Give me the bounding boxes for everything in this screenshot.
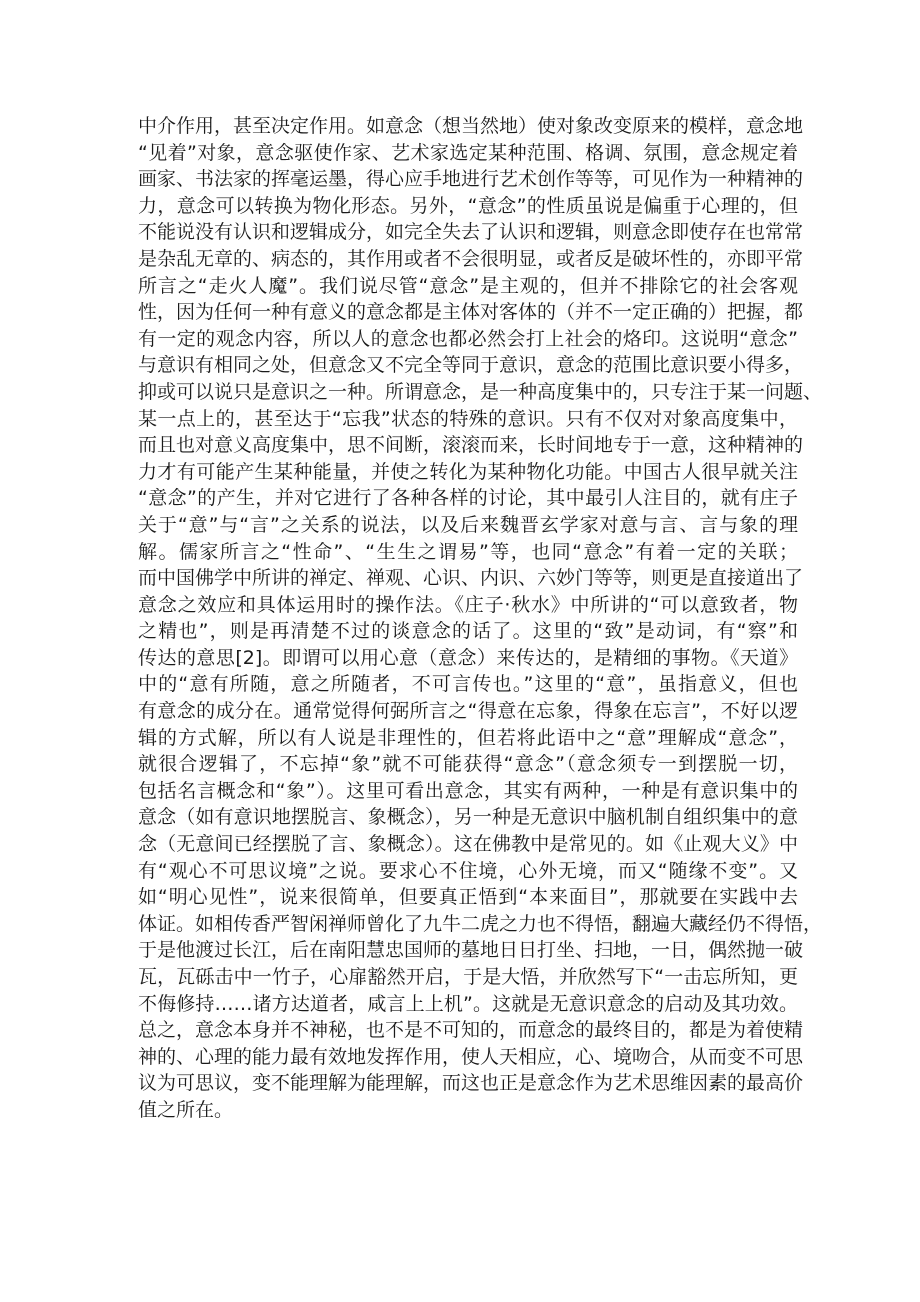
text-line: 画家、书法家的挥毫运墨，得心应手地进行艺术创作等等，可见作为一种精神的 [138,168,804,191]
text-line: 力，意念可以转换为物化形态。另外，“意念”的性质虽说是偏重于心理的，但 [138,194,798,217]
text-line: 辑的方式解，所以有人说是非理性的，但若将此语中之“意”理解成“意念”， [138,726,798,749]
text-line: 瓦，瓦砾击中一竹子，心扉豁然开启，于是大悟，并欣然写下“一击忘所知，更 [138,966,798,988]
text-line: 性，因为任何一种有意义的意念都是主体对客体的（并不一定正确的）把握，都 [138,301,804,324]
text-line: 有意念的成分在。通常觉得何弼所言之“得意在忘象，得象在忘言”，不好以逻 [138,700,798,723]
text-line: 意念（如有意识地摆脱言、象概念），另一种是无意识中脑机制自组织集中的意 [138,806,798,829]
text-line: 与意识有相同之处，但意念又不完全等同于意识，意念的范围比意识要小得多， [138,354,804,377]
text-line: 而且也对意义高度集中，思不间断，滚滚而来，长时间地专于一意，这种精神的 [138,434,804,457]
text-line: 力才有可能产生某种能量，并使之转化为某种物化功能。中国古人很早就关注 [138,460,798,483]
text-line: 所言之“走火人魔”。我们说尽管“意念”是主观的，但并不排除它的社会客观 [138,274,798,297]
text-line: 体证。如相传香严智闲禅师曾化了九牛二虎之力也不得悟，翻遍大藏经仍不得悟， [138,912,823,935]
text-line: 是杂乱无章的、病态的，其作用或者不会很明显，或者反是破坏性的，亦即平常 [138,247,804,270]
text-line: 有“观心不可思议境”之说。要求心不住境，心外无境，而又“随缘不变”。又 [138,859,798,882]
text-line: 就很合逻辑了，不忘掉“象”就不可能获得“意念”（意念须专一到摆脱一切， [138,753,798,776]
text-line: 议为可思议，变不能理解为能理解，而这也正是意念作为艺术思维因素的最高价 [138,1072,804,1095]
text-line: 念（无意间已经摆脱了言、象概念）。这在佛教中是常见的。如《止观大义》中 [138,833,798,856]
text-line: 于是他渡过长江，后在南阳慧忠国师的墓地日日打坐、扫地，一日，偶然抛一破 [138,939,804,962]
text-line: 包括名言概念和“象”）。这里可看出意念，其实有两种，一种是有意识集中的 [138,779,798,802]
text-line: 神的、心理的能力最有效地发挥作用，使人天相应，心、境吻合，从而变不可思 [138,1045,804,1068]
text-line: 意念之效应和具体运用时的操作法。《庄子·秋水》中所讲的“可以意致者，物 [138,593,798,616]
text-line: 之精也”，则是再清楚不过的谈意念的话了。这里的“致”是动词，有“察”和 [138,620,798,643]
text-line: 不能说没有认识和逻辑成分，如完全失去了认识和逻辑，则意念即使存在也常常 [138,221,804,244]
text-line: 值之所在。 [138,1098,234,1121]
text-line: 有一定的观念内容，所以人的意念也都必然会打上社会的烙印。这说明“意念” [138,327,798,350]
text-line: 抑或可以说只是意识之一种。所谓意念，是一种高度集中的，只专注于某一问题、 [138,380,823,403]
text-line: 总之，意念本身并不神秘，也不是不可知的，而意念的最终目的，都是为着使精 [138,1019,804,1042]
text-line: “见着”对象，意念驱使作家、艺术家选定某种范围、格调、氛围，意念规定着 [138,141,798,164]
text-line: 中的“意有所随，意之所随者，不可言传也。”这里的“意”，虽指意义，但也 [138,673,798,696]
text-line: 不侮修持……诸方达道者，咸言上上机”。这就是无意识意念的启动及其功效。 [138,992,798,1015]
text-line: 关于“意”与“言”之关系的说法，以及后来魏晋玄学家对意与言、言与象的理 [138,513,798,536]
body-text [138,113,823,1124]
text-line: 中介作用，甚至决定作用。如意念（想当然地）使对象改变原来的模样，意念地 [138,115,804,137]
text-line: 传达的意思[2]。即谓可以用心意（意念）来传达的，是精细的事物。《天道》 [138,646,798,669]
text-line: 某一点上的，甚至达于“忘我”状态的特殊的意识。只有不仅对对象高度集中， [138,407,798,430]
text-line: 解。儒家所言之“性命”、“生生之谓易”等，也同“意念”有着一定的关联； [138,540,798,563]
text-line: 而中国佛学中所讲的禅定、禅观、心识、内识、六妙门等等，则更是直接道出了 [138,567,804,590]
text-line: 如“明心见性”，说来很简单，但要真正悟到“本来面目”，那就要在实践中去 [138,886,798,909]
text-line: “意念”的产生，并对它进行了各种各样的讨论，其中最引人注目的，就有庄子 [138,487,798,510]
